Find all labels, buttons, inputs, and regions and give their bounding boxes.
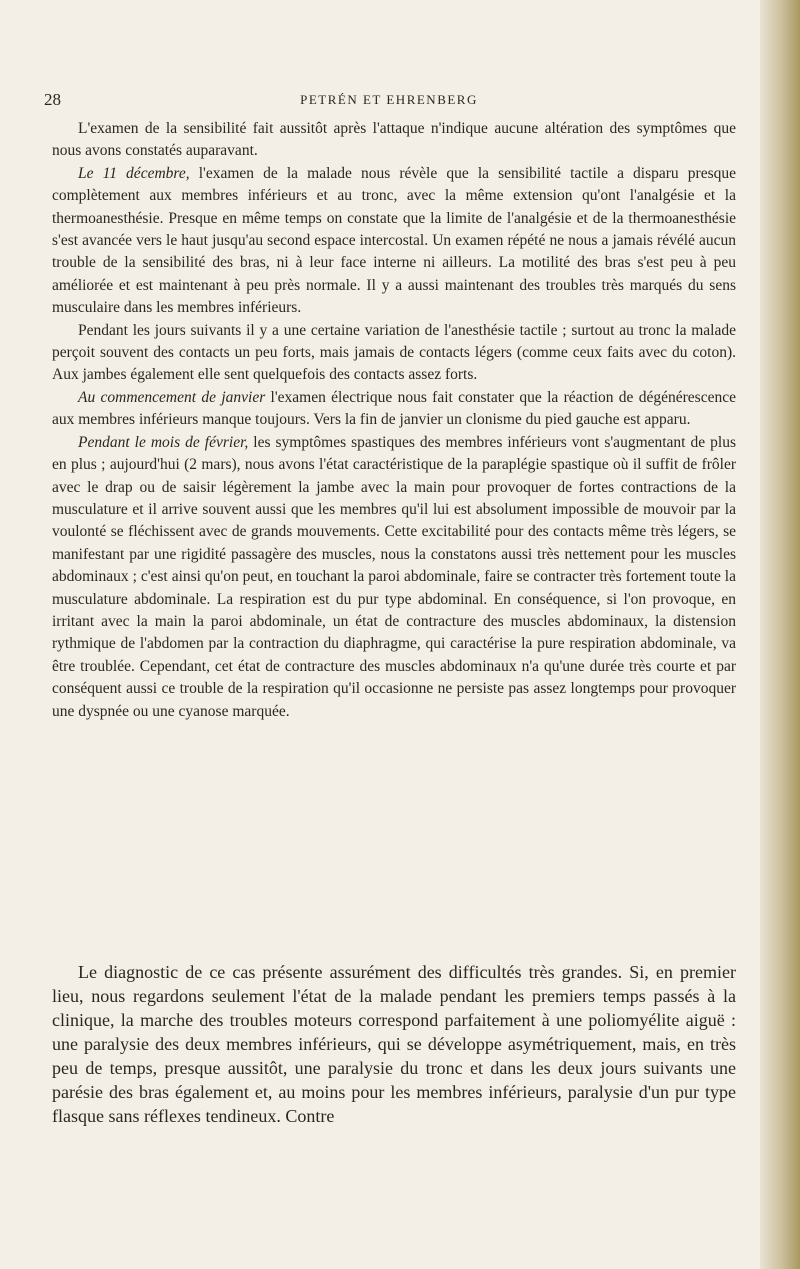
paragraph [52, 432, 736, 723]
paragraph [52, 320, 736, 387]
running-head: PETRÉN ET EHRENBERG [300, 92, 478, 107]
paragraph-text: l'examen électrique nous fait constater que la réaction de dégénérescence aux membres inférieurs manque toujours. Vers la fin de janvier un clonisme du pied gauche est apparu. [52, 388, 736, 429]
date-lead: Au commencement de janvier [78, 388, 266, 406]
date-lead: Le 11 décembre, [78, 164, 190, 182]
page-edge-shadow [760, 0, 800, 1269]
paragraph-text: les symptômes spastiques des membres inférieurs vont s'augmentant de plus en plus ; aujourd'hui (2 mars), nous avons l'état caractéristique de la paraplégie spastique où il suffit de frôler avec le drap ou de saisir légèrement la jambe avec la main pour provoquer de fortes contractions de la musculature et il arrive souvent aussi que les membres qu'il lui est absolument impossible de mouvoir par la voulonté se fléchissent avec de grands mouvements. Cette excitabilité pour des contacts même très légers, se manifestant par une rigidité passagère des muscles, nous la constatons aussi très nettement pour les muscles abdominaux ; c'est ainsi qu'on peut, en touchant la paroi abdominale, faire se contracter très fortement toute la musculature abdominale. La respiration est du pur type abdominal. En conséquence, si l'on provoque, en irritant avec la main la paroi abdominale, un état de contracture des muscles abdominaux, la distension rythmique de l'abdomen par la contraction du diaphragme, qui caractérise la pure respiration abdominale, va être troublée. Cependant, cet état de contracture des muscles abdominaux n'a qu'une durée très courte et par conséquent aussi ce trouble de la respiration qu'il occasionne ne persiste pas assez longtemps pour provoquer une dyspnée ou une cyanose marquée. [52, 433, 736, 720]
page-header [44, 90, 734, 110]
paragraph [52, 387, 736, 432]
paragraph [52, 163, 736, 320]
case-report-text [52, 118, 736, 723]
paragraph-text: L'examen de la sensibilité fait aussitôt après l'attaque n'indique aucune altération des symptômes que nous avons constatés auparavant. [52, 120, 736, 160]
page-number: 28 [44, 90, 61, 109]
discussion-text [52, 960, 736, 1128]
paragraph-text: l'examen de la malade nous révèle que la sensibilité tactile a disparu presque complètement aux membres inférieurs et au tronc, avec la même extension qu'ont l'analgésie et la thermoanesthésie. Presque en même temps on constate que la limite de l'analgésie et de la thermoanesthésie s'est avancée vers le haut jusqu'au second espace intercostal. Un examen répété ne nous a jamais révélé aucun trouble de la sensibilité des bras, ni à leur face interne ni ailleurs. La motilité des bras s'est peu à peu améliorée et est maintenant à peu près normale. Il y a aussi maintenant des troubles très marqués du sens musculaire dans les membres inférieurs. [52, 164, 736, 317]
paragraph: Le diagnostic de ce cas présente assurément des difficultés très grandes. Si, en premier lieu, nous regardons seulement l'état de la malade pendant les premiers temps passés à la clinique, la marche des troubles moteurs correspond parfaitement à une poliomyélite aiguë : une paralysie des deux membres inférieurs, qui se développe asymétriquement, mais, en très peu de temps, presque aussitôt, une paralysie du tronc et dans les deux jours suivants une parésie des bras également et, au moins pour les membres inférieurs, paralysie d'un pur type flasque sans réflexes tendineux. Contre [52, 962, 736, 1126]
date-lead: Pendant le mois de février, [78, 433, 249, 451]
paragraph [52, 118, 736, 163]
paragraph-text: Pendant les jours suivants il y a une certaine variation de l'anesthésie tactile ; surtout au tronc la malade perçoit souvent des contacts un peu forts, mais jamais de contacts légers (comme ceux faits avec du coton). Aux jambes également elle sent quelquefois des contacts assez forts. [52, 321, 736, 384]
